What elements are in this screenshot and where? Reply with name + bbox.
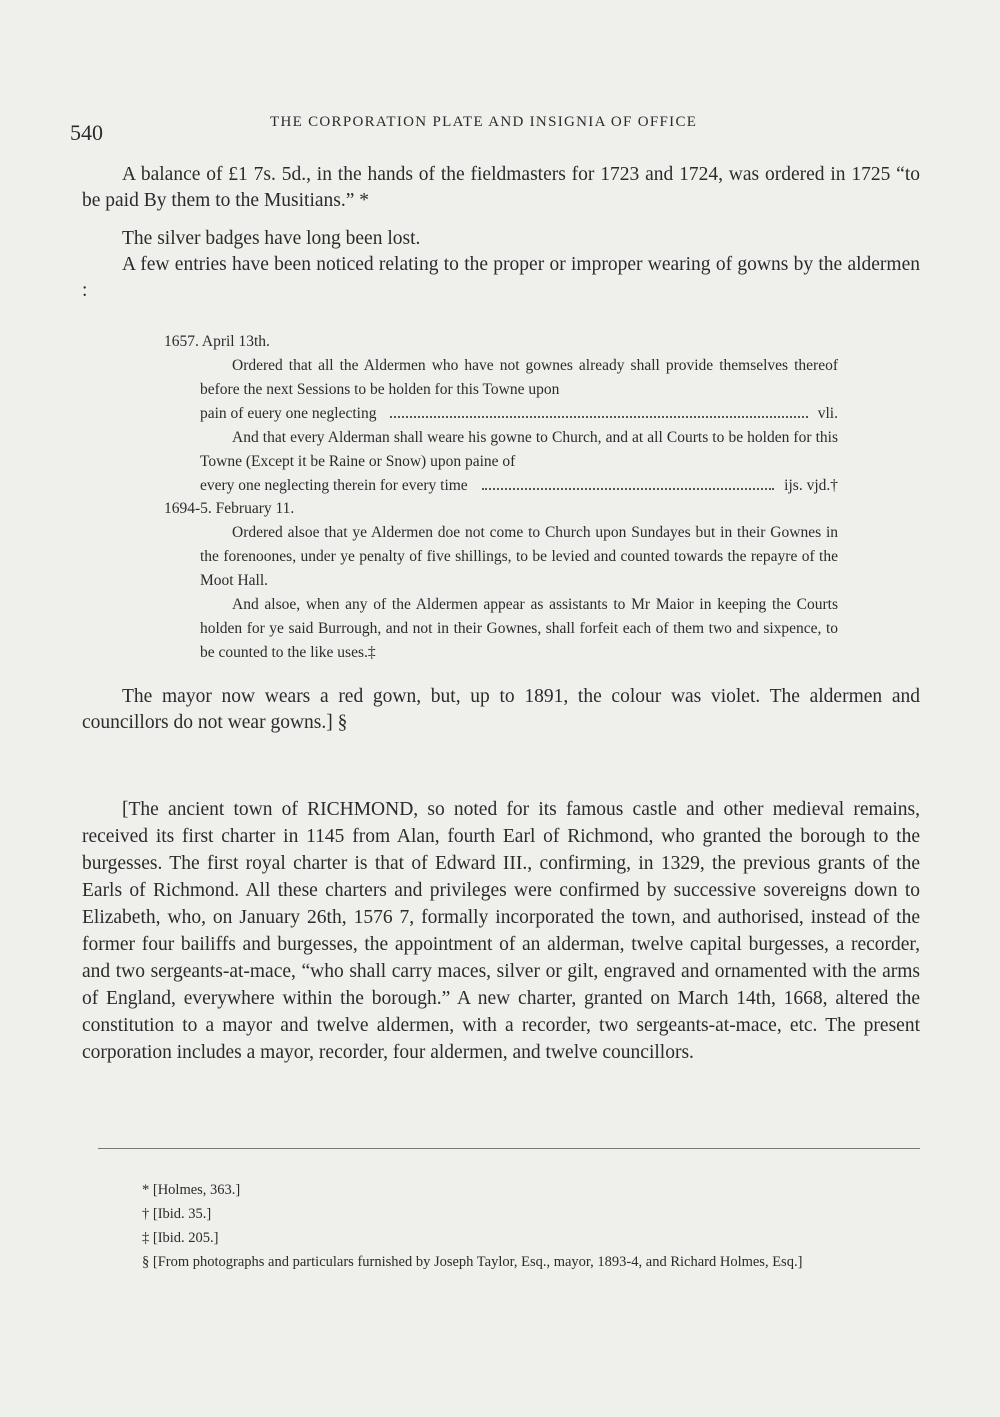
extract-text: every one neglecting therein for every time [200, 477, 468, 494]
dot-leader [390, 416, 807, 418]
extract-1694 [164, 497, 838, 665]
fine-amount: ijs. vjd.† [784, 477, 838, 494]
running-title: THE CORPORATION PLATE AND INSIGNIA OF OFFICE [270, 114, 698, 130]
extract-date: 1657. April 13th. [164, 333, 270, 350]
extract-paragraph [200, 354, 838, 402]
footnote: * [Holmes, 363.] [142, 1182, 241, 1198]
extract-text: Ordered that all the Aldermen who have not gownes already shall provide themselves thereof before the next Sessions to be holden for this Towne upon [200, 357, 838, 398]
page-number: 540 [70, 120, 103, 145]
extract-paragraph: Ordered alsoe that ye Aldermen doe not come to Church upon Sundayes but in their Gownes in the forenoones, under ye penalty of five shillings, to be levied and counted towards the repayre of the Moot Hall. [200, 524, 838, 589]
footnote-rule [98, 1148, 920, 1149]
dotted-leader-line [200, 402, 838, 426]
extract-1657 [164, 330, 838, 498]
fine-amount: vli. [817, 405, 838, 422]
footnote: ‡ [Ibid. 205.] [142, 1230, 219, 1246]
extract-date: 1694-5. February 11. [164, 500, 295, 517]
paragraph-silver-badges: The silver badges have long been lost. [122, 228, 421, 249]
footnote: § [From photographs and particulars furnished by Joseph Taylor, Esq., mayor, 1893-4, and Richard Holmes, Esq.] [142, 1254, 803, 1270]
paragraph-balance: A balance of £1 7s. 5d., in the hands of the fieldmasters for 1723 and 1724, was ordered in 1725 “to be paid By them to the Musitians.” * [82, 164, 920, 211]
extract-text: pain of euery one neglecting [200, 405, 377, 422]
extract-text: And that every Alderman shall weare his gowne to Church, and at all Courts to be holden for this Towne (Except it be Raine or Snow) upon paine of [200, 429, 838, 470]
paragraph-mayor-gown: The mayor now wears a red gown, but, up to 1891, the colour was violet. The aldermen and councillors do not wear gowns.] § [82, 686, 920, 733]
paragraph-gowns-intro: A few entries have been noticed relating to the proper or improper wearing of gowns by the aldermen : [82, 254, 920, 301]
dot-leader [482, 488, 774, 490]
footnotes [92, 1178, 920, 1274]
dotted-leader-line [200, 474, 838, 498]
running-head [70, 108, 930, 145]
extract-paragraph: And alsoe, when any of the Aldermen appear as assistants to Mr Maior in keeping the Courts holden for ye said Burrough, and not in their Gownes, shall forfeit each of them two and sixpence, to be counted to the like uses.‡ [200, 596, 838, 661]
footnote: † [Ibid. 35.] [142, 1206, 212, 1222]
paragraph-richmond: [The ancient town of RICHMOND, so noted for its famous castle and other medieval remains, received its first charter in 1145 from Alan, fourth Earl of Richmond, who granted the borough to the burgesses. The first royal charter is that of Edward III., confirming, in 1329, the previous grants of the Earls of Richmond. All these charters and privileges were confirmed by successive sovereigns down to Elizabeth, who, on January 26th, 1576 7, formally incorporated the town, and authorised, instead of the former four bailiffs and burgesses, the appointment of an alderman, twelve capital burgesses, a recorder, and two sergeants-at-mace, “who shall carry maces, silver or gilt, engraved and ornamented with the arms of England, everywhere within the borough.” A new charter, granted on March 14th, 1668, altered the constitution to a mayor and twelve aldermen, with a recorder, two sergeants-at-mace, etc. The present corporation includes a mayor, recorder, four aldermen, and twelve councillors. [82, 799, 920, 1063]
extract-paragraph [200, 426, 838, 474]
